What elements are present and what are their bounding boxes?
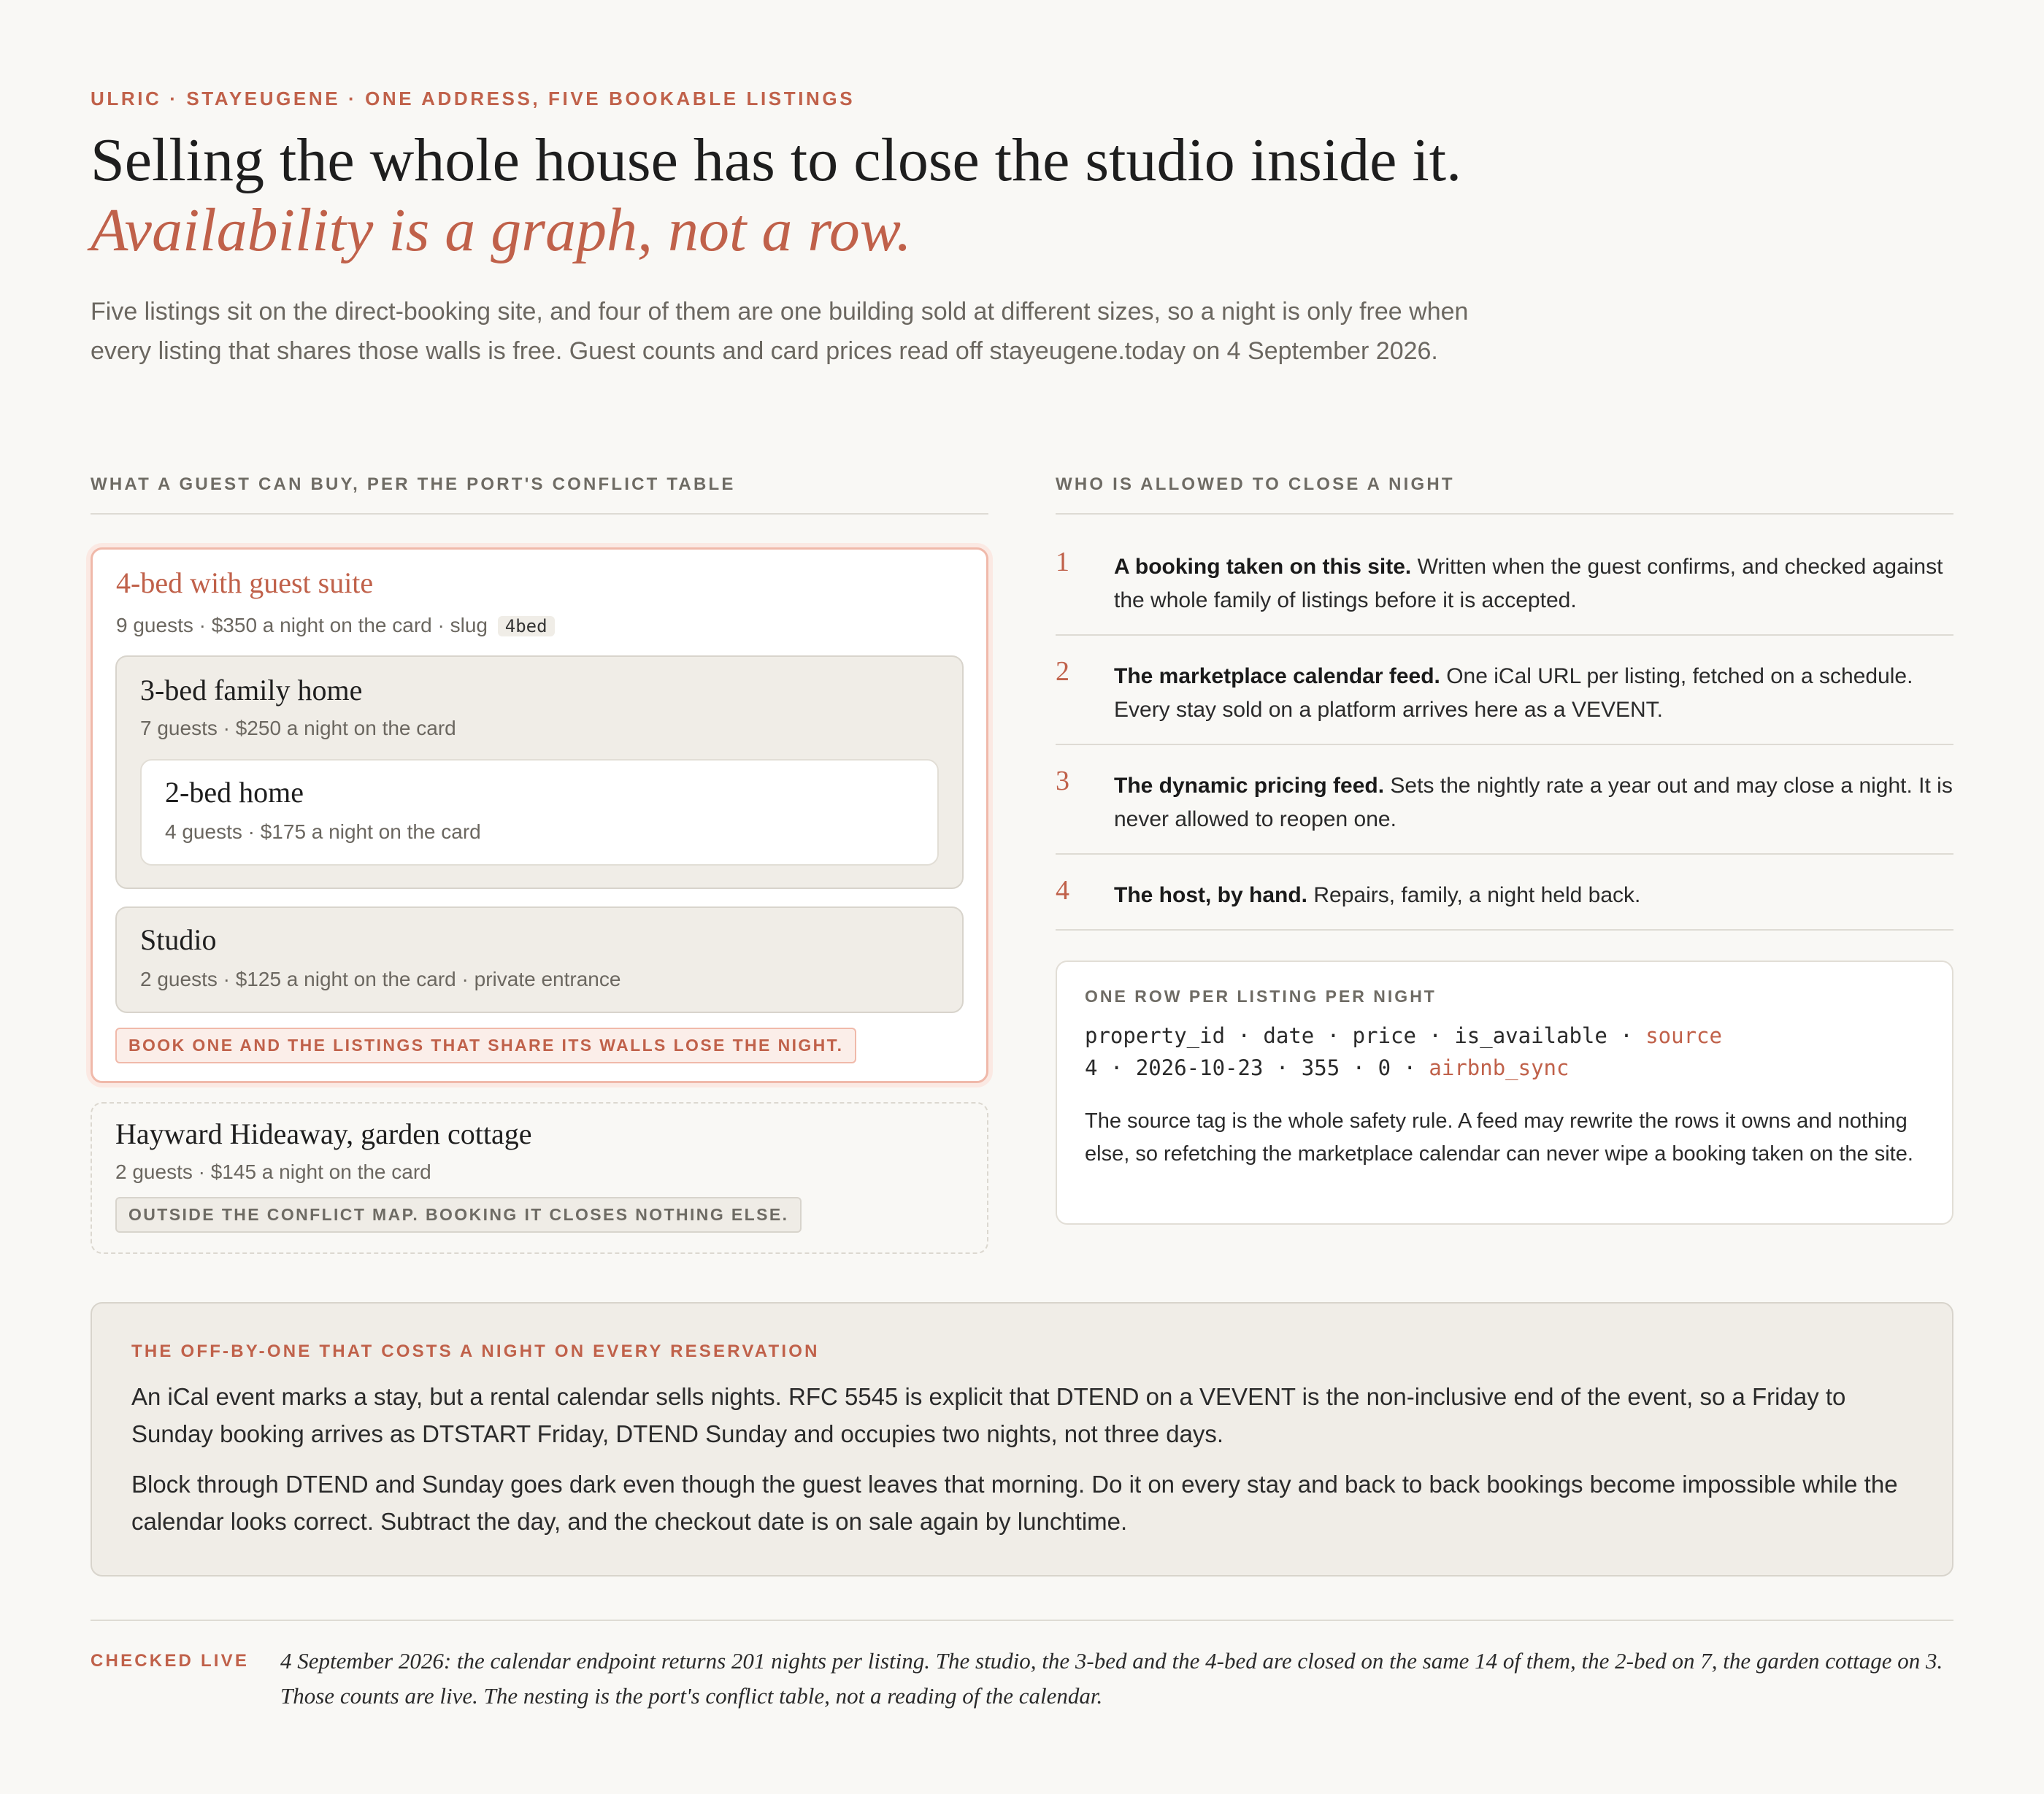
listing-4bed-meta: [116, 614, 555, 637]
rule-lead: The dynamic pricing feed.: [1114, 774, 1385, 798]
lede: Five listings sit on the direct-booking site, and four of them are one building sold at different sizes, so a night is only free when every listing that shares those walls is free. Guest counts and card prices read off stayeugene.today on 4 September 2026.: [91, 298, 1469, 365]
rule-divider: [1056, 634, 1953, 636]
schema-example-fields: 4 · 2026-10-23 · 355 · 0 ·: [1085, 1055, 1429, 1080]
listing-2bed-meta: 4 guests · $175 a night on the card: [165, 820, 481, 843]
listing-cottage-card[interactable]: [91, 1102, 988, 1254]
headline: [91, 126, 1770, 266]
rule-lead: The host, by hand.: [1114, 883, 1308, 907]
schema-example-source: airbnb_sync: [1429, 1055, 1570, 1080]
rule-number: 4: [1056, 875, 1069, 906]
schema-label: ONE ROW PER LISTING PER NIGHT: [1085, 987, 1437, 1006]
rule-text: [1114, 550, 1953, 617]
rule-lead: The marketplace calendar feed.: [1114, 664, 1440, 688]
footer-label: CHECKED LIVE: [91, 1651, 250, 1671]
headline-line-2: Availability is a graph, not a row.: [91, 196, 912, 264]
listing-studio-card[interactable]: [115, 906, 964, 1013]
cottage-note-badge: OUTSIDE THE CONFLICT MAP. BOOKING IT CLOSES NOTHING ELSE.: [115, 1197, 802, 1233]
rule-text: [1114, 879, 1953, 912]
eyebrow: ULRIC · STAYEUGENE · ONE ADDRESS, FIVE BOOKABLE LISTINGS: [91, 88, 856, 109]
listing-studio-meta: 2 guests · $125 a night on the card · private entrance: [140, 968, 621, 990]
listing-4bed-meta-text: 9 guests · $350 a night on the card · slug: [116, 614, 488, 636]
offbyone-panel: [91, 1302, 1953, 1577]
rule-body: Written when the guest confirms, and checked against the whole family of listings before it is accepted.: [1114, 555, 1943, 612]
listing-3bed-meta: 7 guests · $250 a night on the card: [140, 717, 456, 739]
schema-header-source: source: [1645, 1023, 1722, 1048]
right-column-label: WHO IS ALLOWED TO CLOSE A NIGHT: [1056, 474, 1455, 494]
schema-header-fields: property_id · date · price · is_available ·: [1085, 1023, 1646, 1048]
listing-3bed-title: 3-bed family home: [140, 674, 363, 707]
rule-body: Sets the nightly rate a year out and may close a night. It is never allowed to reopen one.: [1114, 774, 1953, 831]
listing-4bed-title: 4-bed with guest suite: [116, 566, 374, 599]
rule-divider: [1056, 853, 1953, 855]
schema-card: [1056, 960, 1953, 1225]
right-column-divider: [1056, 513, 1953, 515]
rule-number: 1: [1056, 547, 1069, 577]
rule-text: [1114, 769, 1953, 836]
rule-divider: [1056, 929, 1953, 931]
rule-lead: A booking taken on this site.: [1114, 555, 1412, 579]
headline-line-1: Selling the whole house has to close the studio inside it.: [91, 126, 1462, 194]
footer-text: 4 September 2026: the calendar endpoint returns 201 nights per listing. The studio, the 3-bed and the 4-bed are closed on the same 14 of them, the 2-bed on 7, the garden cottage on 3. Those counts are live. The nesting is the port's conflict table, not a reading of the calendar.: [280, 1648, 1943, 1709]
rule-body: Repairs, family, a night held back.: [1307, 883, 1641, 907]
rule-number: 2: [1056, 656, 1069, 687]
listing-2bed-title: 2-bed home: [165, 776, 304, 809]
offbyone-paragraph-1: An iCal event marks a stay, but a rental calendar sells nights. RFC 5545 is explicit that DTEND on a VEVENT is the non-inclusive end of the event, so a Friday to Sunday booking arrives as DTSTART Friday, DTEND Sunday and occupies two nights, not three days.: [131, 1383, 1846, 1447]
schema-header-row: [1085, 1023, 1722, 1048]
rule-text: [1114, 660, 1953, 727]
listing-studio-title: Studio: [140, 923, 217, 956]
conflict-note-badge: BOOK ONE AND THE LISTINGS THAT SHARE ITS WALLS LOSE THE NIGHT.: [115, 1028, 856, 1063]
rule-body: One iCal URL per listing, fetched on a schedule. Every stay sold on a platform arrives here as a VEVENT.: [1114, 664, 1913, 722]
offbyone-paragraph-2: Block through DTEND and Sunday goes dark even though the guest leaves that morning. Do it on every stay and back to back bookings become impossible while the calendar looks correct. Subtract the day, and the checkout date is on sale again by lunchtime.: [131, 1471, 1898, 1535]
rule-number: 3: [1056, 766, 1069, 796]
listing-cottage-meta: 2 guests · $145 a night on the card: [115, 1160, 431, 1183]
left-column-label: WHAT A GUEST CAN BUY, PER THE PORT'S CONFLICT TABLE: [91, 474, 736, 494]
footer-divider: [91, 1620, 1953, 1621]
schema-example-row: [1085, 1055, 1569, 1080]
offbyone-label: THE OFF-BY-ONE THAT COSTS A NIGHT ON EVERY RESERVATION: [131, 1341, 820, 1361]
left-column-divider: [91, 513, 988, 515]
rule-divider: [1056, 744, 1953, 745]
listing-4bed-slug: 4bed: [498, 616, 555, 636]
schema-note: The source tag is the whole safety rule. A feed may rewrite the rows it owns and nothing else, so refetching the marketplace calendar can never wipe a booking taken on the site.: [1085, 1109, 1913, 1166]
listing-2bed-card[interactable]: [140, 759, 939, 866]
listing-cottage-title: Hayward Hideaway, garden cottage: [115, 1117, 532, 1150]
